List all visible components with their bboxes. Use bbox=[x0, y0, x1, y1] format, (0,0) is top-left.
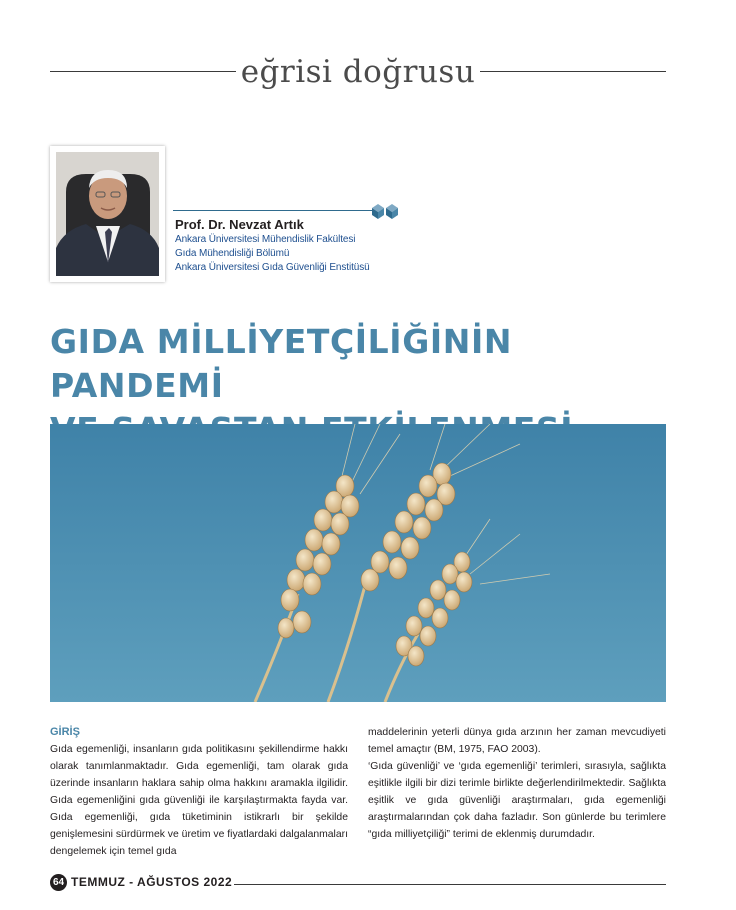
headline-line-1: GIDA MİLLİYETÇİLİĞİNİN PANDEMİ bbox=[50, 322, 513, 405]
body-column-left bbox=[50, 724, 348, 860]
section-header bbox=[50, 50, 666, 94]
section-rule-right bbox=[480, 71, 666, 72]
author-affiliation: Ankara Üniversitesi Mühendislik Fakültesi bbox=[175, 234, 356, 245]
page-footer bbox=[50, 872, 666, 892]
author-name: Prof. Dr. Nevzat Artık bbox=[175, 217, 304, 232]
cubes-icon bbox=[372, 204, 402, 225]
body-column-right bbox=[368, 724, 666, 843]
author-divider bbox=[173, 210, 373, 211]
author-affiliation: Gıda Mühendisliği Bölümü bbox=[175, 248, 290, 259]
body-paragraph: ‘Gıda güvenliği’ ve ‘gıda egemenliği’ terimleri, sırasıyla, sağlıkta eşitlikle ilgili bir dizi terimle birlikte değerlendirilmektedir. Sağlıkta eşitlik ve gıda güvenliği araştırmaları, gıda egemenliği araştırmalarından çok daha fazladır. Son günlerde bu terimlere “gıda milliyetçiliği” terimi de eklenmiş durumdadır. bbox=[368, 761, 666, 840]
section-title: eğrisi doğrusu bbox=[240, 54, 476, 90]
footer-rule bbox=[234, 884, 666, 885]
issue-date: TEMMUZ - AĞUSTOS 2022 bbox=[71, 875, 233, 889]
author-portrait bbox=[56, 152, 159, 276]
page-number: 64 bbox=[50, 874, 67, 891]
author-photo-frame bbox=[50, 146, 165, 282]
wheat-skulls-photo bbox=[50, 424, 666, 702]
author-affiliation: Ankara Üniversitesi Gıda Güvenliği Enstitüsü bbox=[175, 262, 370, 273]
body-paragraph: Gıda egemenliği, insanların gıda politikasını şekillendirme hakkı olarak tanımlanmaktadır. Gıda egemenliği, tam olarak gıda üzerinde insanların haklara sahip olma hakkını aramakla ilgilidir. Gıda egemenliğini gıda güvenliği ile karşılaştırmakta fayda var. Gıda egemenliği, gıda tüketiminin istikrarlı bir şekilde genişlemesini sürdürmek ve üretim ve fiyatlardaki dalgalanmaları dengelemek için temel gıda bbox=[50, 744, 348, 857]
section-heading: GİRİŞ bbox=[50, 726, 80, 738]
body-paragraph: maddelerinin yeterli dünya gıda arzının her zaman mevcudiyeti temel amaçtır (BM, 1975, FAO 2003). bbox=[368, 727, 666, 755]
